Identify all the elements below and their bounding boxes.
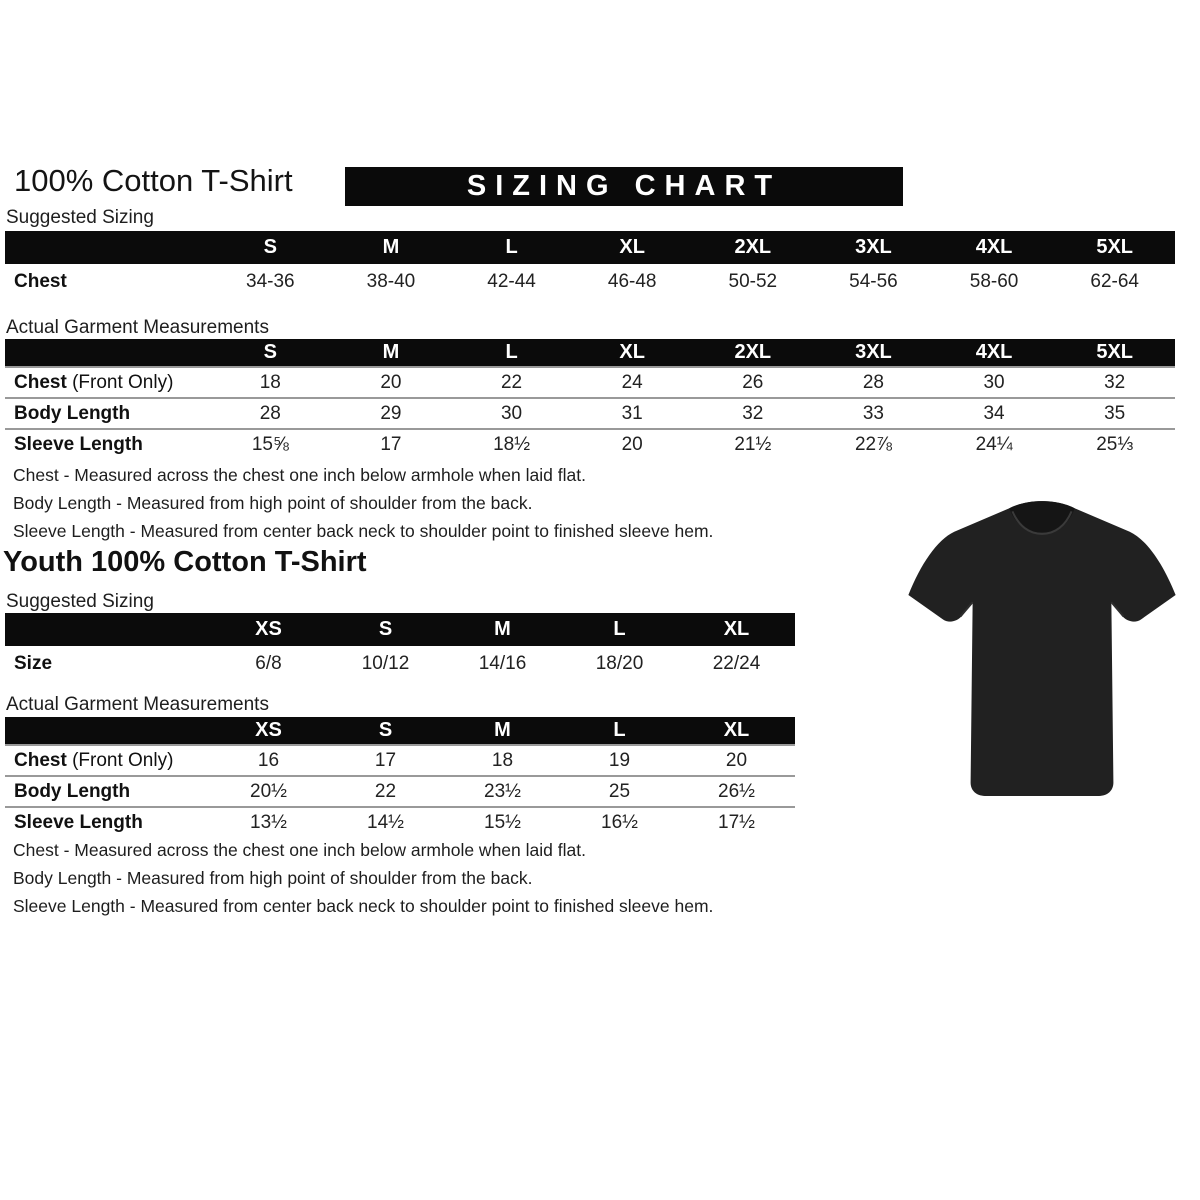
size-column-header: M — [444, 717, 561, 745]
measurement-cell: 22 — [327, 776, 444, 807]
measurement-cell: 22⅞ — [813, 429, 934, 459]
measurement-cell: 18½ — [451, 429, 572, 459]
table-row — [5, 745, 795, 776]
measurement-cell: 46-48 — [607, 270, 657, 292]
measurement-cell: 32 — [693, 398, 814, 429]
measurement-cell: 20 — [678, 745, 795, 776]
adult-suggested-sizing-table — [5, 231, 1175, 299]
size-column-header: XL — [572, 231, 693, 264]
sizing-chart-banner-text: SIZING CHART — [466, 170, 782, 202]
measurement-cell: 13½ — [210, 807, 327, 837]
table-row — [5, 646, 795, 681]
table-row — [5, 367, 1175, 398]
measurement-cell: 15⅝ — [210, 429, 331, 459]
measurement-cell: 34 — [934, 398, 1055, 429]
note-chest: Chest - Measured across the chest one inch below armhole when laid flat. — [13, 840, 586, 860]
adult-measurement-notes — [13, 466, 713, 550]
measurement-cell: 28 — [813, 367, 934, 398]
header-corner-cell — [5, 231, 210, 264]
measurement-cell: 54-56 — [849, 270, 898, 292]
measurement-cell: 17 — [331, 429, 452, 459]
size-column-header: XS — [210, 613, 327, 646]
measurement-cell: 58-60 — [969, 270, 1019, 292]
measurement-cell: 35 — [1054, 398, 1175, 429]
measurement-cell: 24 — [572, 367, 693, 398]
measurement-cell: 22/24 — [712, 652, 761, 674]
size-column-header: XL — [572, 339, 693, 367]
measurement-cell: 38-40 — [366, 270, 416, 292]
size-column-header: XS — [210, 717, 327, 745]
size-column-header: L — [561, 717, 678, 745]
measurement-cell: 26 — [693, 367, 814, 398]
measurement-cell: 6/8 — [255, 652, 282, 674]
size-column-header: M — [331, 339, 452, 367]
row-label: Chest (Front Only) — [5, 745, 210, 776]
header-corner-cell — [5, 339, 210, 367]
size-column-header: S — [210, 339, 331, 367]
adult-suggested-sizing-label: Suggested Sizing — [6, 207, 154, 228]
size-column-header: 3XL — [813, 339, 934, 367]
size-column-header: L — [451, 339, 572, 367]
note-sleeve-length: Sleeve Length - Measured from center back neck to shoulder point to finished sleeve hem. — [13, 521, 714, 541]
table-row — [5, 264, 1175, 299]
measurement-cell: 34-36 — [246, 270, 295, 292]
size-column-header: M — [444, 613, 561, 646]
measurement-cell: 20 — [572, 429, 693, 459]
row-label: Sleeve Length — [5, 807, 210, 837]
size-column-header: 2XL — [693, 231, 814, 264]
row-label: Body Length — [5, 398, 210, 429]
measurement-cell: 23½ — [444, 776, 561, 807]
size-column-header: 4XL — [934, 231, 1055, 264]
measurement-cell: 20 — [331, 367, 452, 398]
table-row — [5, 807, 795, 837]
measurement-cell: 16 — [210, 745, 327, 776]
youth-actual-measurements-table — [5, 717, 795, 837]
row-label: Chest (Front Only) — [5, 367, 210, 398]
size-column-header: S — [327, 613, 444, 646]
measurement-cell: 30 — [934, 367, 1055, 398]
note-body-length: Body Length - Measured from high point of shoulder from the back. — [13, 493, 533, 513]
youth-suggested-sizing-table — [5, 613, 795, 681]
measurement-cell: 62-64 — [1090, 270, 1139, 292]
measurement-cell: 21½ — [693, 429, 814, 459]
measurement-cell: 14½ — [327, 807, 444, 837]
row-label: Size — [14, 652, 53, 674]
table-row — [5, 776, 795, 807]
size-column-header: 4XL — [934, 339, 1055, 367]
size-column-header: L — [561, 613, 678, 646]
measurement-cell: 10/12 — [361, 652, 410, 674]
size-column-header: S — [327, 717, 444, 745]
youth-suggested-sizing-label: Suggested Sizing — [6, 591, 154, 612]
size-column-header: L — [451, 231, 572, 264]
measurement-cell: 29 — [331, 398, 452, 429]
measurement-cell: 15½ — [444, 807, 561, 837]
size-column-header: 2XL — [693, 339, 814, 367]
size-column-header: 5XL — [1054, 339, 1175, 367]
row-label: Body Length — [5, 776, 210, 807]
tshirt-body — [908, 501, 1175, 796]
header-corner-cell — [5, 613, 210, 646]
measurement-cell: 42-44 — [487, 270, 536, 292]
measurement-cell: 50-52 — [728, 270, 778, 292]
size-column-header: XL — [678, 613, 795, 646]
measurement-cell: 18 — [210, 367, 331, 398]
measurement-cell: 20½ — [210, 776, 327, 807]
measurement-cell: 33 — [813, 398, 934, 429]
size-header-row — [5, 231, 1175, 264]
size-column-header: XL — [678, 717, 795, 745]
measurement-cell: 26½ — [678, 776, 795, 807]
measurement-cell: 25 — [561, 776, 678, 807]
note-sleeve-length: Sleeve Length - Measured from center back neck to shoulder point to finished sleeve hem. — [13, 896, 714, 916]
measurement-cell: 31 — [572, 398, 693, 429]
measurement-cell: 18 — [444, 745, 561, 776]
black-tshirt-photo — [889, 493, 1195, 799]
measurement-cell: 22 — [451, 367, 572, 398]
measurement-cell: 24¼ — [934, 429, 1055, 459]
adult-actual-measurements-label: Actual Garment Measurements — [6, 317, 269, 338]
header-corner-cell — [5, 717, 210, 745]
measurement-cell: 25⅓ — [1054, 429, 1175, 459]
table-row — [5, 398, 1175, 429]
size-header-row — [5, 613, 795, 646]
note-body-length: Body Length - Measured from high point of shoulder from the back. — [13, 868, 533, 888]
sizing-chart-banner — [345, 167, 903, 206]
measurement-cell: 28 — [210, 398, 331, 429]
measurement-cell: 16½ — [561, 807, 678, 837]
page-title: 100% Cotton T-Shirt — [14, 163, 293, 198]
table-row — [5, 429, 1175, 459]
measurement-cell: 17½ — [678, 807, 795, 837]
row-label: Sleeve Length — [5, 429, 210, 459]
measurement-cell: 14/16 — [478, 652, 527, 674]
measurement-cell: 18/20 — [595, 652, 644, 674]
size-header-row — [5, 717, 795, 745]
measurement-cell: 17 — [327, 745, 444, 776]
size-column-header: S — [210, 231, 331, 264]
measurement-cell: 19 — [561, 745, 678, 776]
size-column-header: 3XL — [813, 231, 934, 264]
youth-actual-measurements-label: Actual Garment Measurements — [6, 694, 269, 715]
note-chest: Chest - Measured across the chest one inch below armhole when laid flat. — [13, 465, 586, 485]
adult-actual-measurements-table — [5, 339, 1175, 459]
measurement-cell: 30 — [451, 398, 572, 429]
size-column-header: M — [331, 231, 452, 264]
youth-measurement-notes — [13, 841, 713, 925]
youth-section-title: Youth 100% Cotton T-Shirt — [3, 546, 367, 578]
row-label: Chest — [14, 270, 67, 292]
size-column-header: 5XL — [1054, 231, 1175, 264]
size-header-row — [5, 339, 1175, 367]
measurement-cell: 32 — [1054, 367, 1175, 398]
